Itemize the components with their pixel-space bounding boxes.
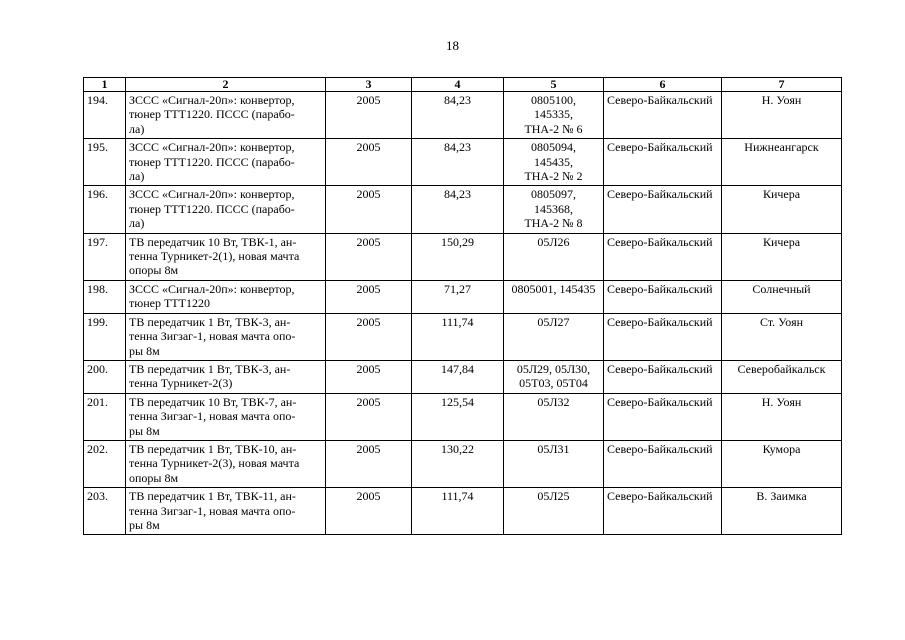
year-cell: 2005 <box>326 440 412 487</box>
description-line: тенна Турникет-2(3), новая мачта <box>129 456 300 471</box>
inventory-numbers <box>504 440 604 487</box>
description-line: тюнер ТТТ1220. ПССС (парабо- <box>129 154 295 169</box>
row-number: 201. <box>84 393 126 440</box>
cost-cell: 150,29 <box>412 233 504 280</box>
equipment-description <box>126 280 326 313</box>
description-line: ЗССС «Сигнал-20п»: конвертор, <box>129 187 295 202</box>
page-number: 18 <box>446 38 459 53</box>
cost-cell: 147,84 <box>412 360 504 393</box>
inventory-line: 05Л27 <box>537 314 570 329</box>
table-row <box>84 280 842 313</box>
column-header: 5 <box>504 78 604 92</box>
table-row <box>84 360 842 393</box>
equipment-description <box>126 360 326 393</box>
inventory-line: 05Л29, 05Л30, <box>516 361 591 376</box>
column-header: 2 <box>126 78 326 92</box>
cost-cell: 130,22 <box>412 440 504 487</box>
row-number: 196. <box>84 186 126 233</box>
description-line: ла) <box>129 169 145 184</box>
district-cell: Северо-Байкальский <box>604 139 722 186</box>
location-cell: Н. Уоян <box>722 92 842 139</box>
district-cell: Северо-Байкальский <box>604 186 722 233</box>
header-row <box>84 78 842 92</box>
equipment-table <box>83 77 842 535</box>
year-cell: 2005 <box>326 313 412 360</box>
location-cell: Северобайкальск <box>722 360 842 393</box>
year-cell: 2005 <box>326 393 412 440</box>
inventory-line: 05Л26 <box>537 234 570 249</box>
equipment-description <box>126 313 326 360</box>
district-cell: Северо-Байкальский <box>604 360 722 393</box>
cost-cell: 84,23 <box>412 92 504 139</box>
location-cell: Ст. Уоян <box>722 313 842 360</box>
description-line: тенна Зигзаг-1, новая мачта опо- <box>129 409 296 424</box>
description-line: ры 8м <box>129 517 160 532</box>
inventory-line: 05Т03, 05Т04 <box>519 376 588 391</box>
equipment-description <box>126 139 326 186</box>
equipment-description <box>126 92 326 139</box>
description-line: ТВ передатчик 10 Вт, ТВК-7, ан- <box>129 394 297 409</box>
description-line: ры 8м <box>129 423 160 438</box>
cost-cell: 111,74 <box>412 313 504 360</box>
district-cell: Северо-Байкальский <box>604 280 722 313</box>
description-line: тюнер ТТТ1220. ПССС (парабо- <box>129 201 295 216</box>
inventory-numbers <box>504 488 604 535</box>
equipment-description <box>126 393 326 440</box>
cost-cell: 111,74 <box>412 488 504 535</box>
district-cell: Северо-Байкальский <box>604 440 722 487</box>
inventory-line: ТНА-2 № 8 <box>524 216 583 231</box>
row-number: 199. <box>84 313 126 360</box>
inventory-numbers <box>504 233 604 280</box>
table-row <box>84 488 842 535</box>
description-line: ТВ передатчик 1 Вт, ТВК-10, ан- <box>129 441 297 456</box>
description-line: ЗССС «Сигнал-20п»: конвертор, <box>129 140 295 155</box>
cost-cell: 84,23 <box>412 139 504 186</box>
row-number: 194. <box>84 92 126 139</box>
column-header: 4 <box>412 78 504 92</box>
inventory-line: 0805094, <box>531 140 576 155</box>
column-header: 3 <box>326 78 412 92</box>
inventory-line: ТНА-2 № 6 <box>524 121 583 136</box>
description-line: тюнер ТТТ1220 <box>129 296 210 311</box>
district-cell: Северо-Байкальский <box>604 233 722 280</box>
equipment-description <box>126 488 326 535</box>
inventory-numbers <box>504 313 604 360</box>
cost-cell: 71,27 <box>412 280 504 313</box>
location-cell: Солнечный <box>722 280 842 313</box>
description-line: тенна Зигзаг-1, новая мачта опо- <box>129 329 296 344</box>
table-row <box>84 440 842 487</box>
inventory-numbers <box>504 360 604 393</box>
description-line: ла) <box>129 121 145 136</box>
inventory-numbers <box>504 186 604 233</box>
row-number: 200. <box>84 360 126 393</box>
description-line: тенна Турникет-2(3) <box>129 376 233 391</box>
table-row <box>84 233 842 280</box>
district-cell: Северо-Байкальский <box>604 92 722 139</box>
location-cell: Кумора <box>722 440 842 487</box>
row-number: 202. <box>84 440 126 487</box>
year-cell: 2005 <box>326 360 412 393</box>
location-cell: Кичера <box>722 233 842 280</box>
equipment-description <box>126 233 326 280</box>
inventory-numbers <box>504 393 604 440</box>
district-cell: Северо-Байкальский <box>604 313 722 360</box>
year-cell: 2005 <box>326 280 412 313</box>
year-cell: 2005 <box>326 92 412 139</box>
location-cell: Нижнеангарск <box>722 139 842 186</box>
inventory-line: 145435, <box>534 154 573 169</box>
inventory-line: 145335, <box>534 107 573 122</box>
table-row <box>84 139 842 186</box>
table-row <box>84 313 842 360</box>
equipment-description <box>126 186 326 233</box>
description-line: ла) <box>129 216 145 231</box>
description-line: ТВ передатчик 1 Вт, ТВК-11, ан- <box>129 489 296 504</box>
description-line: ЗССС «Сигнал-20п»: конвертор, <box>129 281 295 296</box>
column-header: 1 <box>84 78 126 92</box>
column-header: 6 <box>604 78 722 92</box>
inventory-line: 0805001, 145435 <box>511 281 596 296</box>
description-line: ТВ передатчик 1 Вт, ТВК-3, ан- <box>129 361 291 376</box>
row-number: 195. <box>84 139 126 186</box>
table-row <box>84 186 842 233</box>
description-line: ры 8м <box>129 343 160 358</box>
inventory-numbers <box>504 139 604 186</box>
inventory-numbers <box>504 280 604 313</box>
district-cell: Северо-Байкальский <box>604 488 722 535</box>
column-header: 7 <box>722 78 842 92</box>
inventory-line: 145368, <box>534 201 573 216</box>
row-number: 203. <box>84 488 126 535</box>
description-line: опоры 8м <box>129 263 179 278</box>
inventory-line: 05Л25 <box>537 489 570 504</box>
year-cell: 2005 <box>326 139 412 186</box>
description-line: ТВ передатчик 10 Вт, ТВК-1, ан- <box>129 234 297 249</box>
district-cell: Северо-Байкальский <box>604 393 722 440</box>
table-row <box>84 92 842 139</box>
inventory-line: ТНА-2 № 2 <box>524 169 583 184</box>
table-body <box>84 92 842 535</box>
description-line: ЗССС «Сигнал-20п»: конвертор, <box>129 93 295 107</box>
description-line: тенна Зигзаг-1, новая мачта опо- <box>129 503 296 518</box>
year-cell: 2005 <box>326 233 412 280</box>
year-cell: 2005 <box>326 488 412 535</box>
cost-cell: 125,54 <box>412 393 504 440</box>
inventory-line: 0805100, <box>531 93 576 107</box>
cost-cell: 84,23 <box>412 186 504 233</box>
inventory-line: 0805097, <box>531 187 576 202</box>
inventory-line: 05Л32 <box>537 394 570 409</box>
inventory-numbers <box>504 92 604 139</box>
equipment-description <box>126 440 326 487</box>
year-cell: 2005 <box>326 186 412 233</box>
inventory-line: 05Л31 <box>537 441 570 456</box>
location-cell: Н. Уоян <box>722 393 842 440</box>
description-line: опоры 8м <box>129 470 179 485</box>
row-number: 197. <box>84 233 126 280</box>
location-cell: В. Заимка <box>722 488 842 535</box>
description-line: тюнер ТТТ1220. ПССС (парабо- <box>129 107 295 122</box>
table-row <box>84 393 842 440</box>
description-line: тенна Турникет-2(1), новая мачта <box>129 249 300 264</box>
description-line: ТВ передатчик 1 Вт, ТВК-3, ан- <box>129 314 291 329</box>
row-number: 198. <box>84 280 126 313</box>
location-cell: Кичера <box>722 186 842 233</box>
